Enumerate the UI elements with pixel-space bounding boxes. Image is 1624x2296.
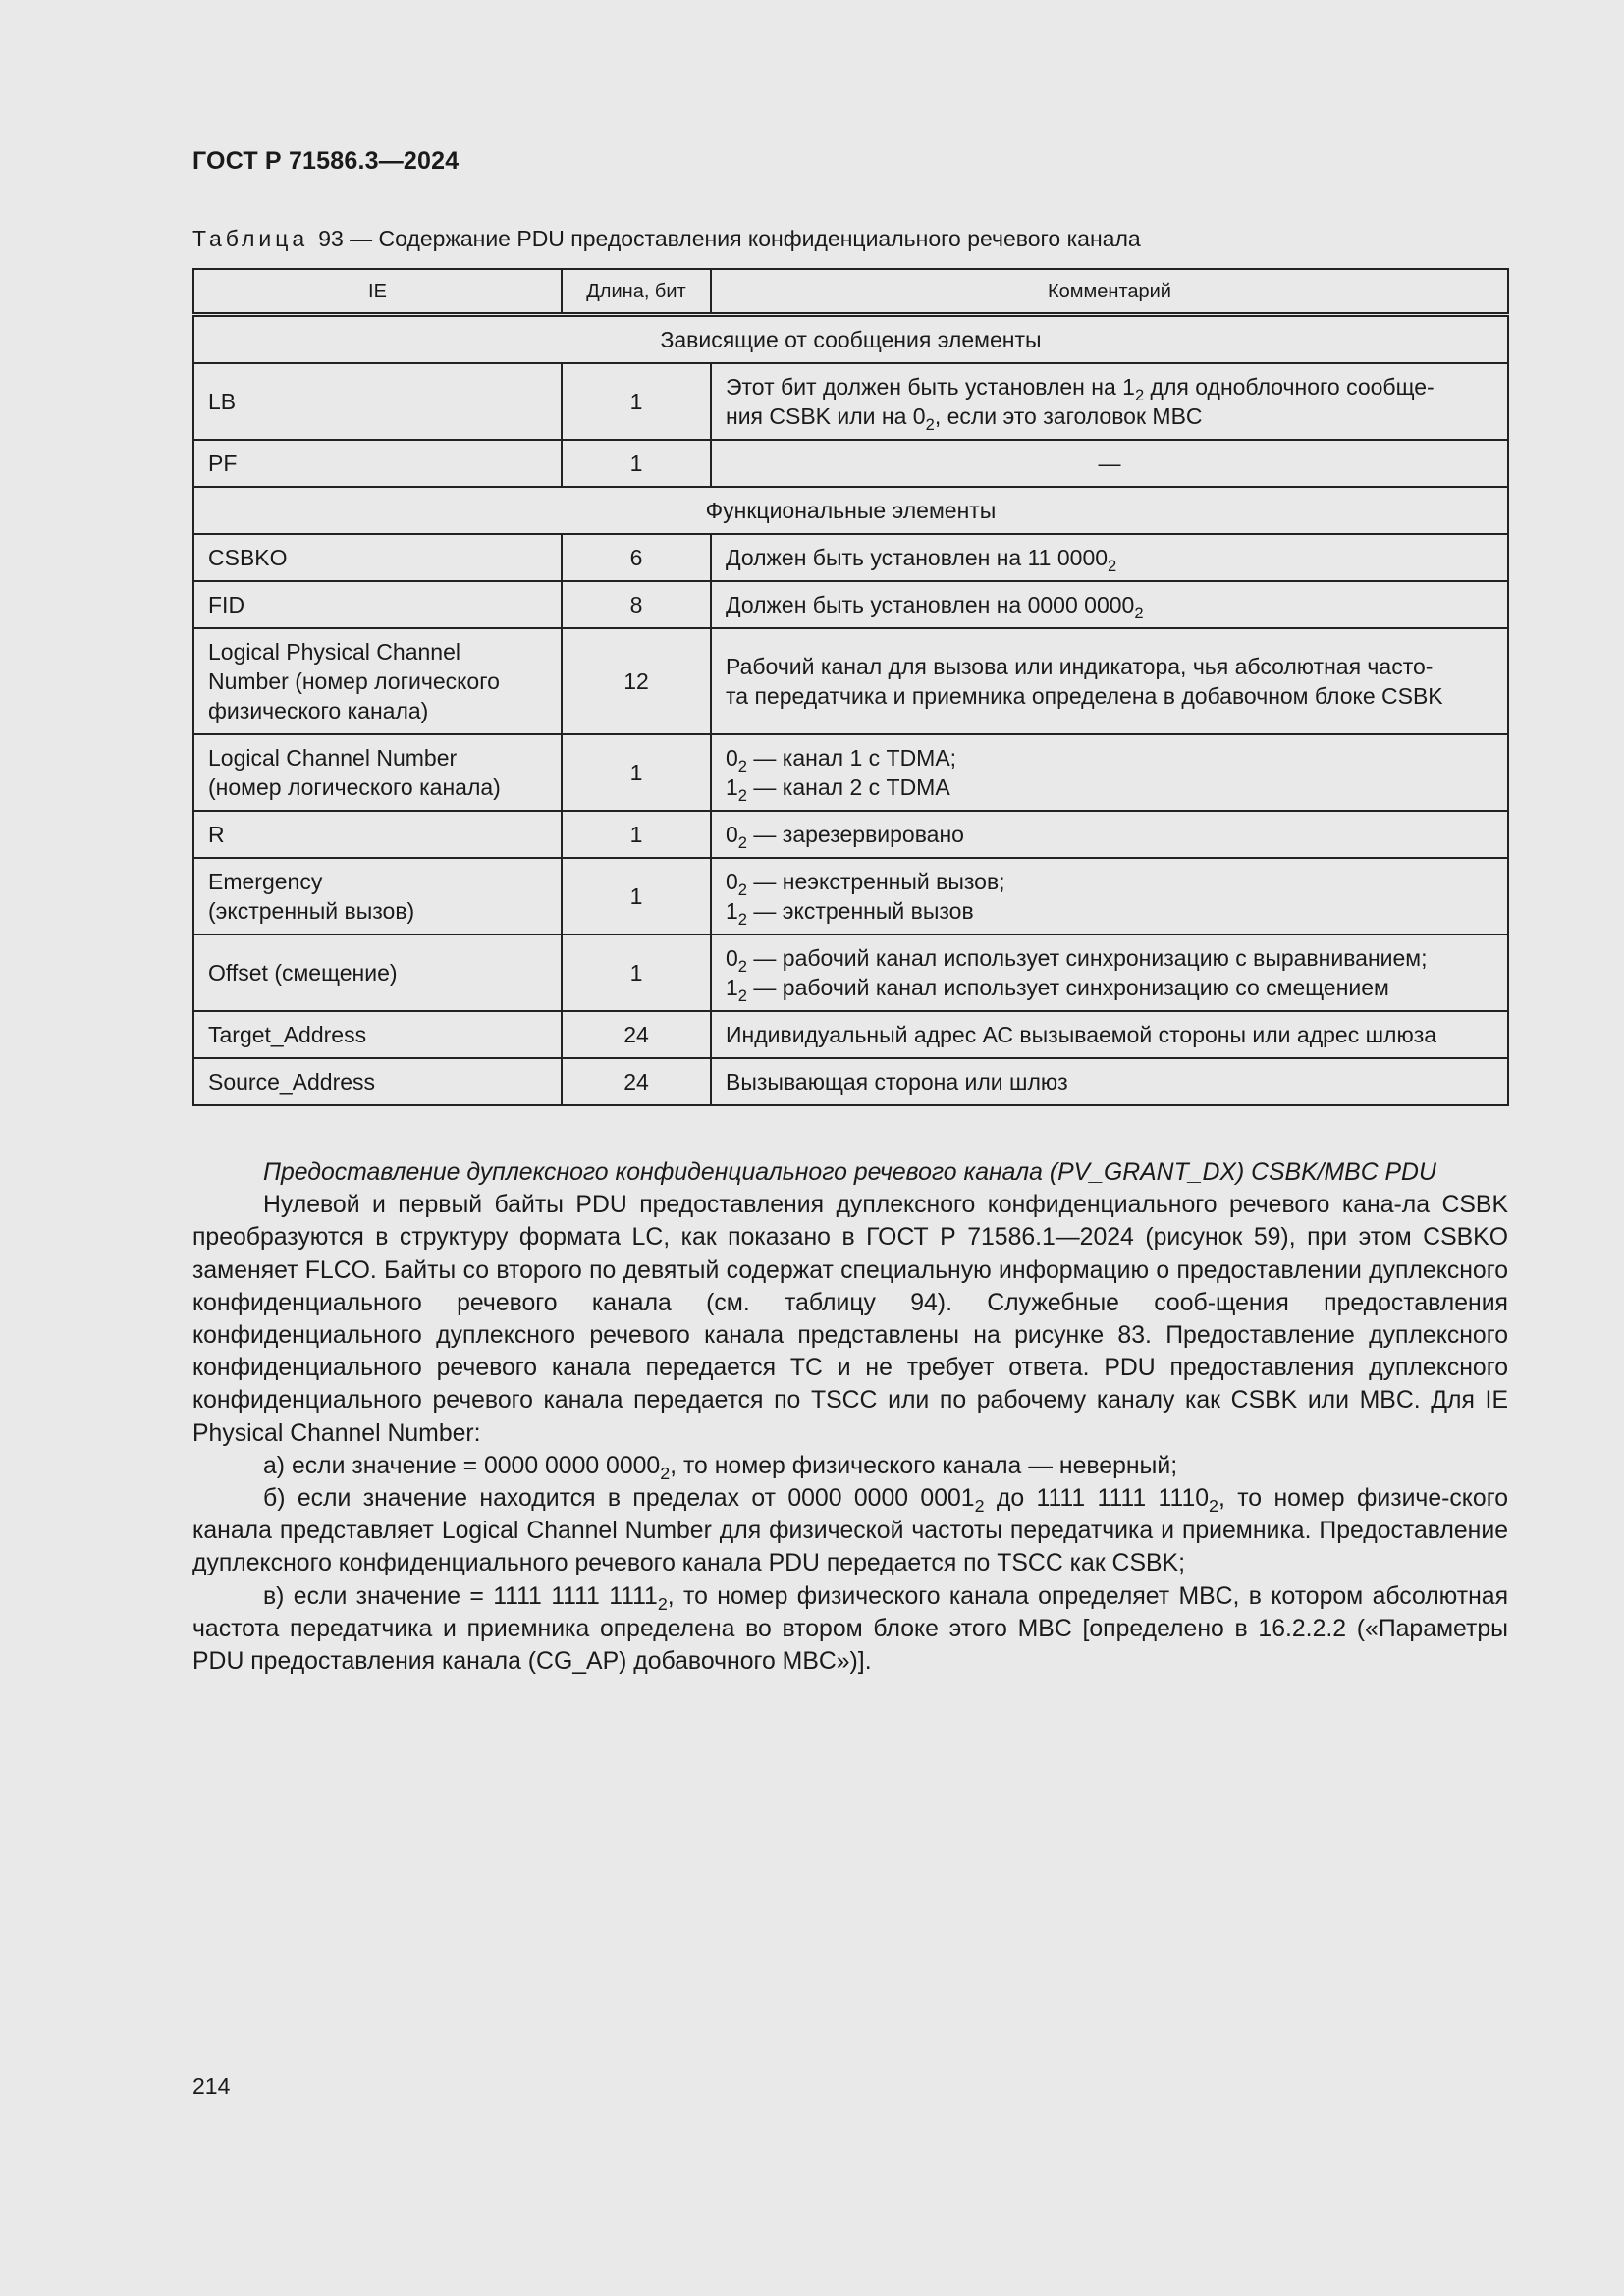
section-heading: Предоставление дуплексного конфиденциального речевого канала (PV_GRANT_DX) CSBK/MBC PDU [263, 1159, 1436, 1186]
row-comment: $0_2$ — рабочий канал использует синхронизацию с выравниванием; $1_2$ — рабочий канал использует синхронизацию со смещением [711, 934, 1508, 1011]
row-comment: Должен быть установлен на 11 $0000_2$ [711, 534, 1508, 581]
row-length: 1 [562, 934, 711, 1011]
row-comment: $0_2$ — канал 1 с TDMA; $1_2$ — канал 2 с TDMA [711, 734, 1508, 811]
table-row [193, 363, 1508, 440]
table-row [193, 534, 1508, 581]
table-caption [192, 226, 1141, 252]
row-ie: Target_Address [193, 1011, 562, 1058]
row-length: 8 [562, 581, 711, 628]
row-length: 24 [562, 1058, 711, 1105]
document-header: ГОСТ Р 71586.3—2024 [192, 147, 460, 175]
row-length: 1 [562, 734, 711, 811]
table-row [193, 858, 1508, 934]
row-comment: $0_2$ — зарезервировано [711, 811, 1508, 858]
table-row [193, 734, 1508, 811]
header-length: Длина, бит [562, 269, 711, 315]
page-number: 214 [192, 2073, 231, 2099]
table-row [193, 811, 1508, 858]
row-ie: Logical Channel Number (номер логического канала) [193, 734, 562, 811]
row-ie: Offset (смещение) [193, 934, 562, 1011]
row-length: 1 [562, 440, 711, 487]
table-row [193, 581, 1508, 628]
row-ie: LB [193, 363, 562, 440]
table-header-row [193, 269, 1508, 315]
table-row [193, 934, 1508, 1011]
table-row [193, 1058, 1508, 1105]
row-comment: — [711, 440, 1508, 487]
list-item-c: в) если значение = 1111 1111 $1111_2$, то номер физического канала определяет MBC, в котором абсолютная частота передатчика и приемника определена во втором блоке этого MBC [определено в 16.2.2.2 («Параметры PDU предоставления канала (CG_AP) добавочного MBC»)]. [192, 1582, 1508, 1676]
header-comment: Комментарий [711, 269, 1508, 315]
header-ie: IE [193, 269, 562, 315]
row-length: 1 [562, 363, 711, 440]
list-item-a: а) если значение = 0000 0000 $0000_2$, то номер физического канала — неверный; [263, 1452, 1178, 1484]
body-text [192, 1156, 1508, 1678]
row-length: 1 [562, 858, 711, 934]
row-comment: Должен быть установлен на 0000 $0000_2$ [711, 581, 1508, 628]
paragraph: Нулевой и первый байты PDU предоставления дуплексного конфиденциального речевого кана-ла CSBK преобразуются в структуру формата LC, как показано в ГОСТ Р 71586.1—2024 (рисунок 59), при этом CSBKO заменяет FLCO. Байты со второго по девятый содержат специальную информацию о предоставлении дуплексного конфиденциального речевого канала (см. таблицу 94). Служебные сооб-щения предоставления конфиденциального дуплексного речевого канала представлены на рисунке 83. Предоставление дуплексного конфиденциального речевого канала передается ТС и не требует ответа. PDU предоставления дуплексного конфиденциального речевого канала передается по TSCC или по рабочему каналу как CSBK или MBC. Для IE Physical Channel Number: [192, 1192, 1508, 1447]
row-comment: $0_2$ — неэкстренный вызов; $1_2$ — экстренный вызов [711, 858, 1508, 934]
list-item-b: б) если значение находится в пределах от 0000 0000 $0001_2$ до 1111 1111 $1110_2$, то номер физиче-ского канала представляет Logical Channel Number для физической частоты передатчика и приемника. Предоставление дуплексного конфиденциального речевого канала PDU передается по TSCC как CSBK; [192, 1485, 1509, 1577]
row-comment: Вызывающая сторона или шлюз [711, 1058, 1508, 1105]
row-comment: Этот бит должен быть установлен на $1_2$ для одноблочного сообще- ния CSBK или на $0_2$, если это заголовок MBC [711, 363, 1508, 440]
table-row [193, 1011, 1508, 1058]
section-message-elements: Зависящие от сообщения элементы [193, 315, 1508, 364]
row-ie: Emergency (экстренный вызов) [193, 858, 562, 934]
row-comment: Индивидуальный адрес АС вызываемой стороны или адрес шлюза [711, 1011, 1508, 1058]
pdu-content-table [192, 268, 1509, 1106]
table-row [193, 628, 1508, 734]
row-length: 12 [562, 628, 711, 734]
row-ie: R [193, 811, 562, 858]
section-row [193, 487, 1508, 534]
table-caption-label: Таблица [192, 226, 309, 251]
row-ie: FID [193, 581, 562, 628]
row-length: 6 [562, 534, 711, 581]
row-ie: Source_Address [193, 1058, 562, 1105]
section-row [193, 315, 1508, 364]
row-ie: CSBKO [193, 534, 562, 581]
row-ie: PF [193, 440, 562, 487]
table-row [193, 440, 1508, 487]
row-length: 1 [562, 811, 711, 858]
row-ie: Logical Physical Channel Number (номер логического физического канала) [193, 628, 562, 734]
row-comment: Рабочий канал для вызова или индикатора, чья абсолютная часто- та передатчика и приемника определена в добавочном блоке CSBK [711, 628, 1508, 734]
section-functional-elements: Функциональные элементы [193, 487, 1508, 534]
row-length: 24 [562, 1011, 711, 1058]
table-caption-text: 93 — Содержание PDU предоставления конфиденциального речевого канала [318, 226, 1141, 251]
